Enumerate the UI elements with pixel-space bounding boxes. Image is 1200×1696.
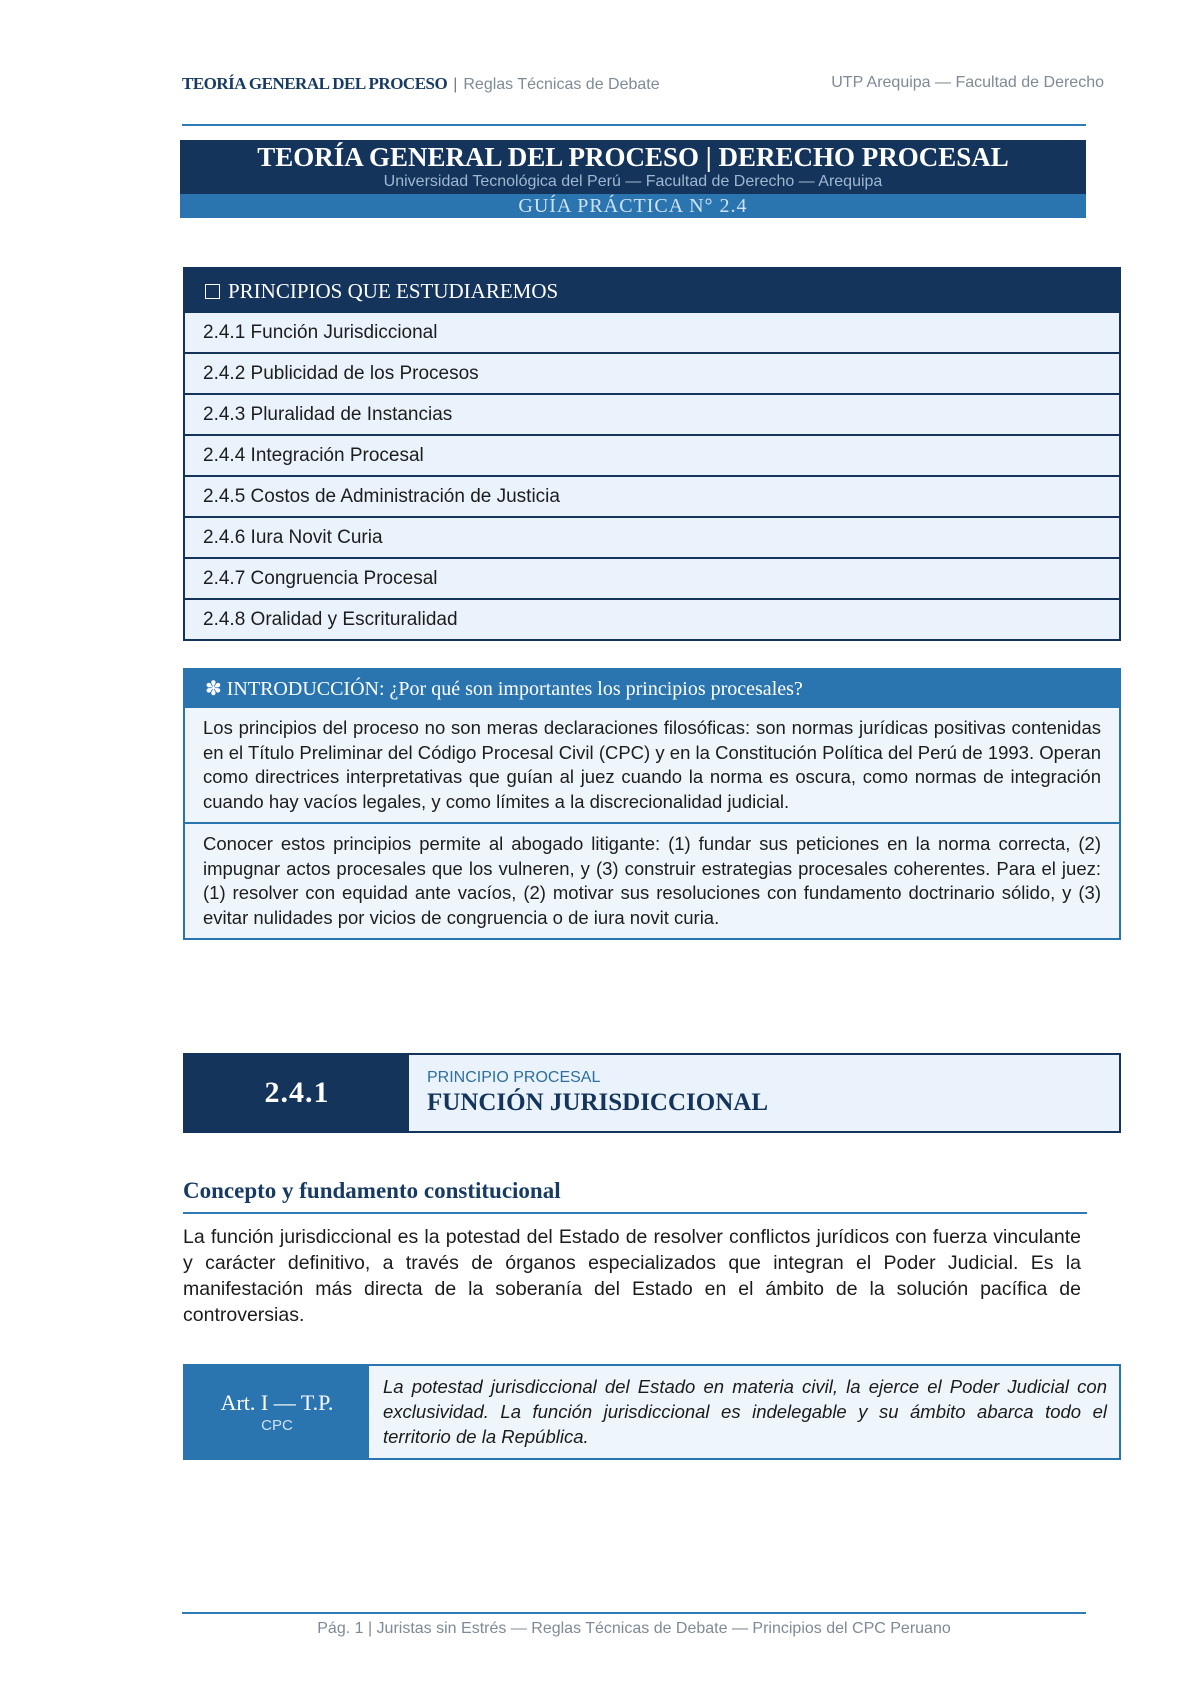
- principles-list: [185, 313, 1119, 639]
- article-quote: [183, 1364, 1121, 1460]
- section-header: [183, 1053, 1121, 1133]
- list-item: 2.4.7 Congruencia Procesal: [185, 557, 1119, 598]
- section-title: FUNCIÓN JURISDICCIONAL: [427, 1089, 769, 1116]
- principles-box: [183, 267, 1121, 641]
- section-title-panel: [409, 1055, 1119, 1131]
- introduction-box: [183, 668, 1121, 940]
- section-kicker: PRINCIPIO PROCESAL: [427, 1069, 601, 1086]
- list-item: 2.4.3 Pluralidad de Instancias: [185, 393, 1119, 434]
- principles-heading: [185, 269, 1119, 313]
- list-item: 2.4.6 Iura Novit Curia: [185, 516, 1119, 557]
- introduction-paragraph: Los principios del proceso no son meras declaraciones filosóficas: son normas jurídicas positivas contenidas en el Título Preliminar del Código Procesal Civil (CPC) y en la Constitución Política del Perú de 1993. Operan como directrices interpretativas que guían al juez cuando la norma es oscura, como normas de integración cuando hay vacíos legales, y como límites a la discrecionalidad judicial.: [185, 708, 1119, 822]
- page-footer: Pág. 1 | Juristas sin Estrés — Reglas Técnicas de Debate — Principios del CPC Peruano: [317, 1620, 951, 1637]
- article-label: [185, 1366, 369, 1458]
- running-header-right: UTP Arequipa — Facultad de Derecho: [831, 74, 1104, 91]
- flower-icon: ✽: [205, 678, 222, 700]
- article-reference: Art. I — T.P.: [220, 1389, 334, 1415]
- list-item: 2.4.8 Oralidad y Escrituralidad: [185, 598, 1119, 639]
- guide-number: GUÍA PRÁCTICA N° 2.4: [180, 194, 1086, 218]
- title-block: [180, 140, 1086, 218]
- article-code: CPC: [261, 1416, 293, 1434]
- footer-rule: [182, 1612, 1086, 1614]
- article-text: La potestad jurisdiccional del Estado en materia civil, la ejerce el Poder Judicial con exclusividad. La función jurisdiccional es indelegable y su ámbito abarca todo el territorio de la República.: [369, 1366, 1119, 1458]
- checkbox-icon: [205, 284, 220, 299]
- list-item: 2.4.2 Publicidad de los Procesos: [185, 352, 1119, 393]
- list-item: 2.4.1 Función Jurisdiccional: [185, 313, 1119, 352]
- introduction-heading: [185, 670, 1119, 708]
- running-header: [182, 74, 1104, 96]
- title-banner: [180, 140, 1086, 194]
- introduction-heading-text: INTRODUCCIÓN: ¿Por qué son importantes los principios procesales?: [226, 678, 803, 700]
- running-header-title: TEORÍA GENERAL DEL PROCESO: [182, 74, 448, 93]
- introduction-paragraph: Conocer estos principios permite al abogado litigante: (1) fundar sus peticiones en la norma correcta, (2) impugnar actos procesales que los vulneren, y (3) construir estrategias procesales coherentes. Para el juez: (1) resolver con equidad ante vacíos, (2) motivar sus resoluciones con fundamento doctrinario sólido, y (3) evitar nulidades por vicios de congruencia o de iura novit curia.: [185, 822, 1119, 938]
- subsection-rule: [183, 1212, 1087, 1214]
- document-subtitle: Universidad Tecnológica del Perú — Facultad de Derecho — Arequipa: [383, 173, 883, 190]
- list-item: 2.4.5 Costos de Administración de Justicia: [185, 475, 1119, 516]
- section-number: 2.4.1: [185, 1055, 409, 1131]
- list-item: 2.4.4 Integración Procesal: [185, 434, 1119, 475]
- subsection-heading: Concepto y fundamento constitucional: [183, 1178, 561, 1203]
- header-rule: [182, 124, 1086, 126]
- running-header-subtitle: Reglas Técnicas de Debate: [463, 76, 660, 93]
- body-paragraph: La función jurisdiccional es la potestad del Estado de resolver conflictos jurídicos con fuerza vinculante y carácter definitivo, a través de órganos especializados que integran el Poder Judicial. Es la manifestación más directa de la soberanía del Estado en el ámbito de la solución pacífica de controversias.: [183, 1226, 1081, 1326]
- running-header-separator: |: [453, 76, 458, 93]
- document-title: TEORÍA GENERAL DEL PROCESO | DERECHO PROCESAL: [257, 142, 1009, 172]
- principles-heading-text: PRINCIPIOS QUE ESTUDIAREMOS: [228, 279, 559, 303]
